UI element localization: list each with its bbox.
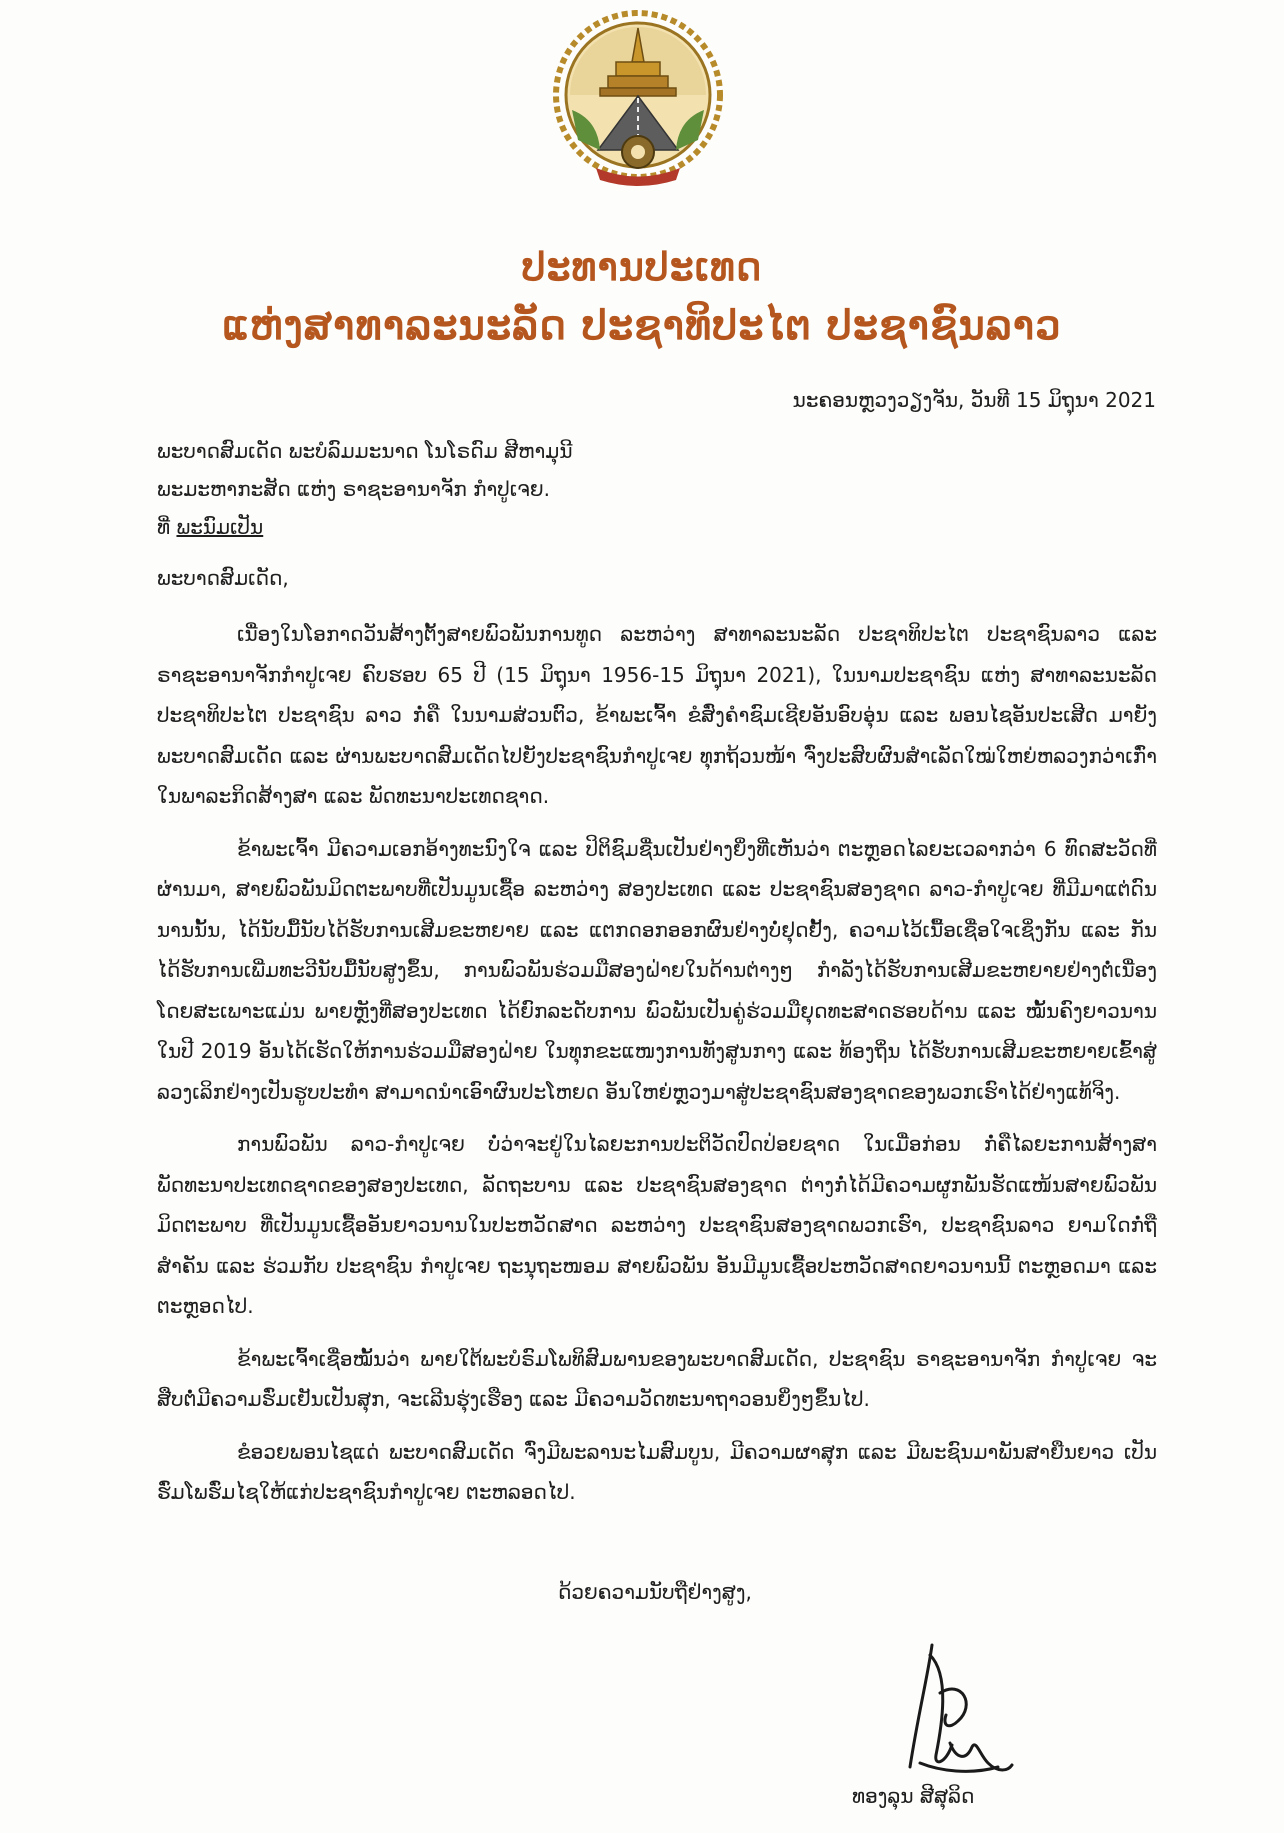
recipient-line-2: ພະມະຫາກະສັດ ແຫ່ງ ຣາຊະອານາຈັກ ກຳປູເຈຍ.	[157, 477, 550, 501]
recipient-place-prefix: ທີ່	[157, 515, 177, 539]
body-paragraph: ຂ້າພະເຈົ້າ ມີຄວາມເອກອ້າງທະນົງໃຈ ແລະ ປິຕິຊົມຊື່ນເປັນຢ່າງຍິ່ງທີ່ເຫັນວ່າ ຕະຫຼອດໄລຍະເວລາກວ່າ 6 ທົດສະວັດທີ່ຜ່ານມາ, ສາຍພົວພັນມິດຕະພາບທີ່ເປັນມູນເຊື້ອ ລະຫວ່າງ ສອງປະເທດ ແລະ ປະຊາຊົນສອງຊາດ ລາວ-ກຳປູເຈຍ ທີ່ມີມາແຕ່ດົນນານນັ້ນ, ໄດ້ນັບມື້ນັບໄດ້ຮັບການເສີມຂະຫຍາຍ ແລະ ແຕກດອກອອກຜົນຢ່າງບໍ່ຢຸດຢັ້ງ, ຄວາມໄວ້ເນື້ອເຊື່ອໃຈເຊິ່ງກັນ ແລະ ກັນ ໄດ້ຮັບການເພີ່ມທະວີນັບມື້ນັບສູງຂຶ້ນ, ການພົວພັນຮ່ວມມືສອງຝ່າຍໃນດ້ານຕ່າງໆ ກຳລັງໄດ້ຮັບການເສີມຂະຫຍາຍຢ່າງຕໍ່ເນື່ອງ ໂດຍສະເພາະແມ່ນ ພາຍຫຼັງທີ່ສອງປະເທດ ໄດ້ຍົກລະດັບການ ພົວພັນເປັນຄູ່ຮ່ວມມືຍຸດທະສາດຮອບດ້ານ ແລະ ໝັ້ນຄົງຍາວນານ ໃນປີ 2019 ອັນໄດ້ເຮັດໃຫ້ການຮ່ວມມືສອງຝ່າຍ ໃນທຸກຂະແໜງການທັງສູນກາງ ແລະ ທ້ອງຖິ່ນ ໄດ້ຮັບການເສີມຂະຫຍາຍເຂົ້າສູ່ລວງເລິກຢ່າງເປັນຮູບປະທຳ ສາມາດນຳເອົາຜົນປະໂຫຍດ ອັນໃຫຍ່ຫຼວງມາສູ່ປະຊາຊົນສອງຊາດຂອງພວກເຮົາໄດ້ຢ່າງແທ້ຈິງ.	[157, 836, 1157, 1104]
header-title-line-2: ແຫ່ງສາທາລະນະລັດ ປະຊາທິປະໄຕ ປະຊາຊົນລາວ	[222, 302, 1062, 349]
body-paragraph: ຂໍອວຍພອນໄຊແດ່ ພະບາດສົມເດັດ ຈົ່ງມີພະລານະໄມສົມບູນ, ມີຄວາມຜາສຸກ ແລະ ມີພະຊົນມາພັນສາຍືນຍາວ ເປັນຮົ່ມໂພຮົ່ມໄຊໃຫ້ແກ່ປະຊາຊົນກຳປູເຈຍ ຕະຫລອດໄປ.	[157, 1439, 1157, 1504]
recipient-line-3	[157, 508, 573, 546]
lao-national-emblem-icon	[538, 0, 738, 190]
body-paragraph: ຂ້າພະເຈົ້າເຊື່ອໝັ້ນວ່າ ພາຍໃຕ້ພະບໍຣົມໂພທິສົມພານຂອງພະບາດສົມເດັດ, ປະຊາຊົນ ຣາຊະອານາຈັກ ກຳປູເຈຍ ຈະສືບຕໍ່ມີຄວາມຮົ່ມເຢັນເປັນສຸກ, ຈະເລີນຮຸ່ງເຮືອງ ແລະ ມີຄວາມວັດທະນາຖາວອນຍິ່ງໆຂຶ້ນໄປ.	[157, 1346, 1157, 1411]
body-paragraph: ເນື່ອງໃນໂອກາດວັນສ້າງຕັ້ງສາຍພົວພັນການທູດ ລະຫວ່າງ ສາທາລະນະລັດ ປະຊາທິປະໄຕ ປະຊາຊົນລາວ ແລະ ຣາຊະອານາຈັກກຳປູເຈຍ ຄົບຮອບ 65 ປີ (15 ມິຖຸນາ 1956-15 ມິຖຸນາ 2021), ໃນນາມປະຊາຊົນ ແຫ່ງ ສາທາລະນະລັດ ປະຊາທິປະໄຕ ປະຊາຊົນ ລາວ ກໍ່ຄື ໃນນາມສ່ວນຕົວ, ຂ້າພະເຈົ້າ ຂໍສົ່ງຄຳຊົມເຊີຍອັນອົບອຸ່ນ ແລະ ພອນໄຊອັນປະເສີດ ມາຍັງ ພະບາດສົມເດັດ ແລະ ຜ່ານພະບາດສົມເດັດໄປຍັງປະຊາຊົນກຳປູເຈຍ ທຸກຖ້ວນໜ້າ ຈົ່ງປະສົບຜົນສຳເລັດໃໝ່ໃຫຍ່ຫລວງກວ່າເກົ່າ ໃນພາລະກິດສ້າງສາ ແລະ ພັດທະນາປະເທດຊາດ.	[157, 622, 1157, 808]
handwritten-signature	[880, 1635, 1020, 1785]
recipient-block	[157, 432, 573, 546]
body-paragraph: ການພົວພັນ ລາວ-ກຳປູເຈຍ ບໍ່ວ່າຈະຢູ່ໃນໄລຍະການປະຕິວັດປົດປ່ອຍຊາດ ໃນເມື່ອກ່ອນ ກໍ່ຄືໄລຍະການສ້າງສາພັດທະນາປະເທດຊາດຂອງສອງປະເທດ, ລັດຖະບານ ແລະ ປະຊາຊົນສອງຊາດ ຕ່າງກໍ່ໄດ້ມີຄວາມຜູກພັນຮັດແໜ້ນສາຍພົວພັນມິດຕະພາບ ທີ່ເປັນມູນເຊື້ອອັນຍາວນານໃນປະຫວັດສາດ ລະຫວ່າງ ປະຊາຊົນສອງຊາດພວກເຮົາ, ປະຊາຊົນລາວ ຍາມໃດກໍ່ຖືສຳຄັນ ແລະ ຮ່ວມກັບ ປະຊາຊົນ ກຳປູເຈຍ ຖະນຸຖະໜອມ ສາຍພົວພັນ ອັນມີມູນເຊື້ອປະຫວັດສາດຍາວນານນີ້ ຕະຫຼອດມາ ແລະ ຕະຫຼອດໄປ.	[157, 1132, 1157, 1318]
salutation: ພະບາດສົມເດັດ,	[157, 566, 289, 590]
recipient-place: ພະນົມເປັນ	[176, 515, 264, 539]
closing: ດ້ວຍຄວາມນັບຖືຢ່າງສູງ,	[558, 1580, 752, 1604]
letter-date: ນະຄອນຫຼວງວຽງຈັນ, ວັນທີ 15 ມິຖຸນາ 2021	[792, 388, 1156, 412]
signer-name: ທອງລຸນ ສີສຸລິດ	[852, 1784, 975, 1808]
header-title-line-1: ປະທານປະເທດ	[521, 244, 763, 289]
letter-body	[157, 614, 1157, 1525]
recipient-line-1: ພະບາດສົມເດັດ ພະບໍລົມມະນາດ ໂນໂຣດົມ ສີຫາມຸນີ	[157, 439, 573, 463]
